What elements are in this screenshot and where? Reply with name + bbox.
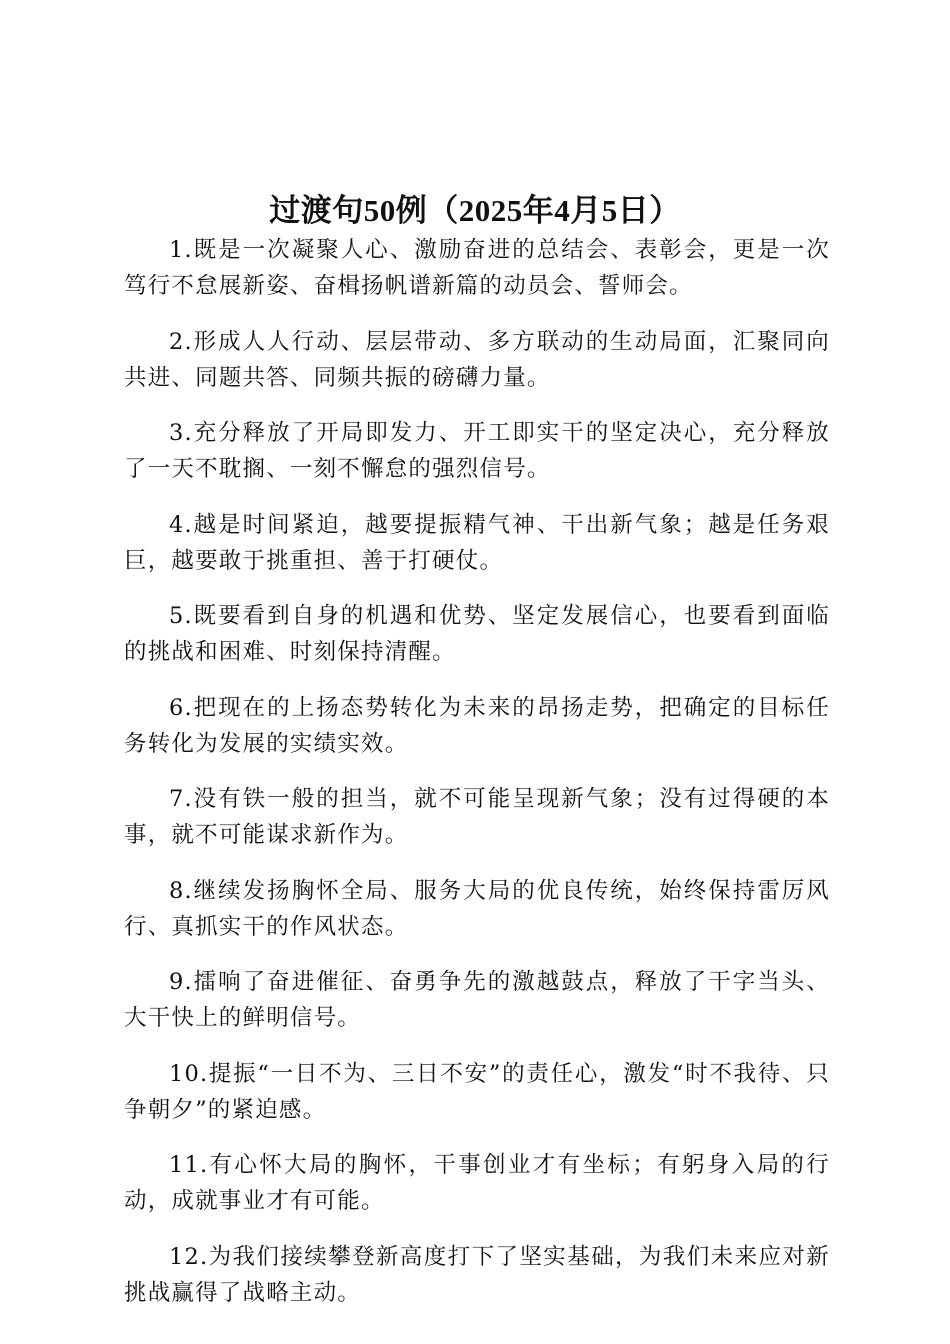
list-item: 10.提振“一日不为、三日不安”的责任心，激发“时不我待、只争朝夕”的紧迫感。 bbox=[124, 1060, 830, 1123]
title-text-4: 月 bbox=[570, 192, 602, 228]
list-item: 6.把现在的上扬态势转化为未来的昂扬走势，把确定的目标任务转化为发展的实绩实效。 bbox=[124, 694, 830, 757]
title-text-5: 日） bbox=[617, 192, 681, 228]
list-item: 1.既是一次凝聚人心、激励奋进的总结会、表彰会，更是一次笃行不怠展新姿、奋楫扬帆谱新篇的动员会、誓师会。 bbox=[124, 237, 830, 299]
title-text-3: 年 bbox=[522, 192, 555, 228]
page-title bbox=[0, 189, 950, 233]
list-item: 4.越是时间紧迫，越要提振精气神、干出新气象；越是任务艰巨，越要敢于挑重担、善于打硬仗。 bbox=[124, 511, 830, 574]
list-item: 8.继续发扬胸怀全局、服务大局的优良传统，始终保持雷厉风行、真抓实干的作风状态。 bbox=[124, 877, 830, 940]
title-day: 5 bbox=[601, 192, 618, 228]
list-item: 12.为我们接续攀登新高度打下了坚实基础，为我们未来应对新挑战赢得了战略主动。 bbox=[124, 1243, 830, 1306]
list-item: 3.充分释放了开局即发力、开工即实干的坚定决心，充分释放了一天不耽搁、一刻不懈怠的强烈信号。 bbox=[124, 420, 830, 482]
title-text-2: 例（ bbox=[395, 192, 459, 228]
title-month: 4 bbox=[554, 192, 571, 228]
list-item: 7.没有铁一般的担当，就不可能呈现新气象；没有过得硬的本事，就不可能谋求新作为。 bbox=[124, 786, 830, 848]
list-item: 2.形成人人行动、层层带动、多方联动的生动局面，汇聚同向共进、同题共答、同频共振的磅礴力量。 bbox=[124, 328, 830, 391]
title-year: 2025 bbox=[458, 192, 523, 228]
title-text-1: 过渡句 bbox=[269, 192, 364, 228]
sentence-list bbox=[124, 232, 830, 1330]
list-item: 11.有心怀大局的胸怀，干事创业才有坐标；有躬身入局的行动，成就事业才有可能。 bbox=[124, 1152, 830, 1214]
list-item: 5.既要看到自身的机遇和优势、坚定发展信心，也要看到面临的挑战和困难、时刻保持清醒。 bbox=[124, 603, 830, 665]
list-item: 9.擂响了奋进催征、奋勇争先的激越鼓点，释放了干字当头、大干快上的鲜明信号。 bbox=[124, 969, 830, 1031]
title-count: 50 bbox=[363, 192, 396, 228]
